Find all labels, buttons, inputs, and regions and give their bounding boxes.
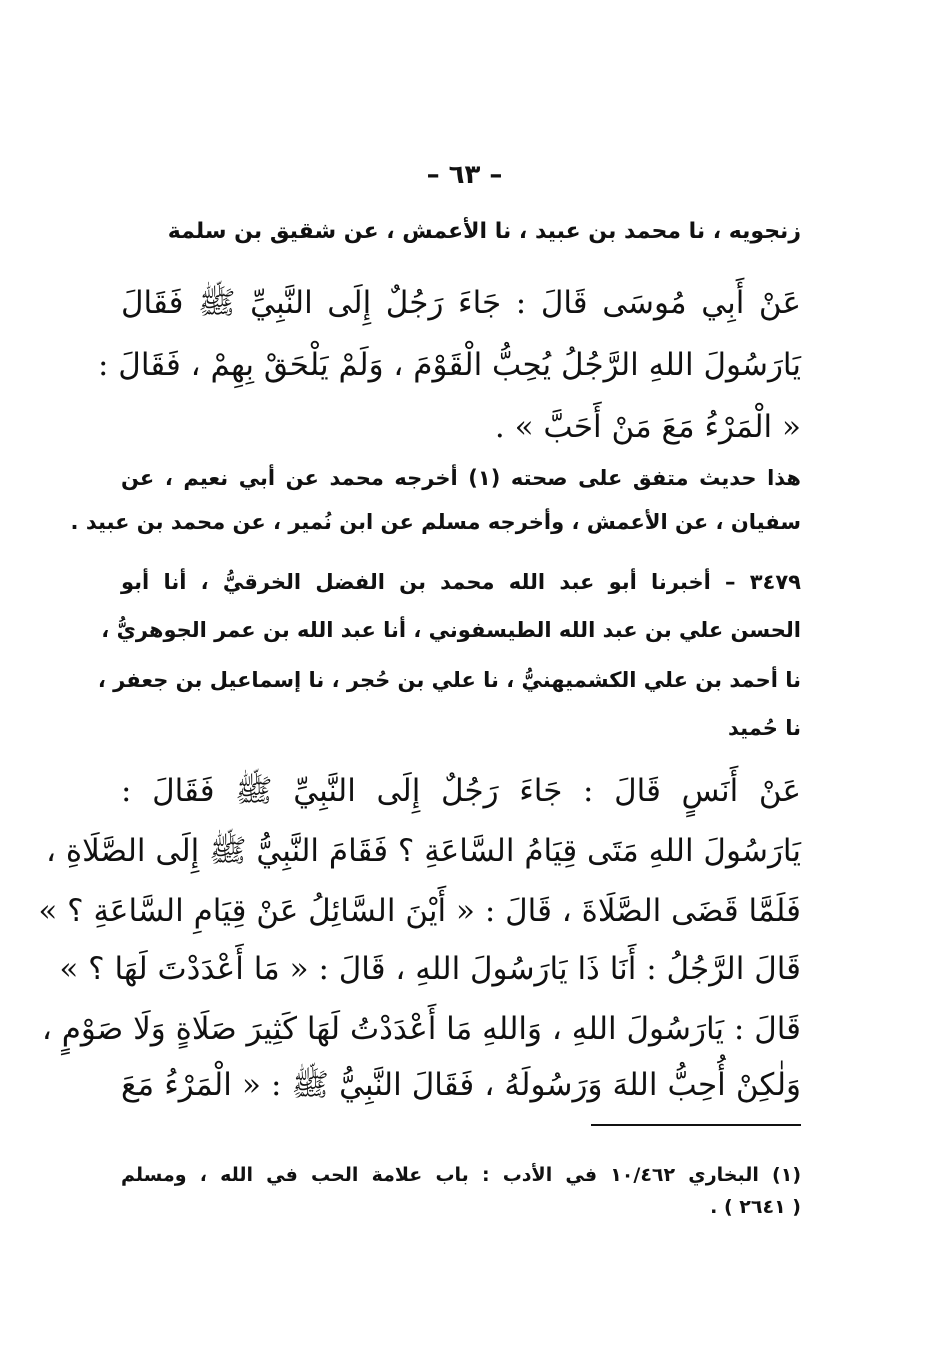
footnote-divider bbox=[591, 1124, 801, 1126]
isnad-top-line: زنجويه ، نا محمد بن عبيد ، نا الأعمش ، عن شقيق بن سلمة bbox=[167, 219, 801, 244]
hadith2-line-3: فَلَمَّا قَضَى الصَّلَاةَ ، قَالَ : « أَيْنَ السَّائِلُ عَنْ قِيَامِ السَّاعَةِ ؟ » bbox=[38, 893, 801, 929]
hadith2-line-4: قَالَ الرَّجُلُ : أَنَا ذَا يَارَسُولَ اللهِ ، قَالَ : « مَا أَعْدَدْتَ لَهَا ؟ » bbox=[59, 951, 801, 987]
hadith1-line-2: يَارَسُولَ اللهِ الرَّجُلُ يُحِبُّ الْقَوْمَ ، وَلَمْ يَلْحَقْ بِهِمْ ، فَقَالَ : bbox=[98, 347, 801, 383]
hadith2-line-2: يَارَسُولَ اللهِ مَتَى قِيَامُ السَّاعَةِ ؟ فَقَامَ النَّبِيُّ ﷺ إِلَى الصَّلَاةِ ، bbox=[45, 833, 801, 869]
footnote-line-1: (١) البخاري ١٠/٤٦٢ في الأدب : باب علامة الحب في الله ، ومسلم bbox=[121, 1164, 801, 1186]
comment1-line-2: سفيان ، عن الأعمش ، وأخرجه مسلم عن ابن نُمير ، عن محمد بن عبيد . bbox=[70, 510, 801, 534]
footnote-line-2: ( ٢٦٤١ ) . bbox=[710, 1196, 801, 1218]
isnad2-line-3: نا أحمد بن علي الكشميهنيُّ ، نا علي بن حُجر ، نا إسماعيل بن جعفر ، bbox=[97, 668, 801, 692]
isnad2-line-4: نا حُميد bbox=[728, 716, 801, 740]
isnad2-line-2: الحسن علي بن عبد الله الطيسفوني ، أنا عبد الله بن عمر الجوهريُّ ، bbox=[101, 618, 801, 642]
hadith2-line-1: عَنْ أَنَسٍ قَالَ : جَاءَ رَجُلٌ إِلَى النَّبِيِّ ﷺ فَقَالَ : bbox=[121, 773, 801, 809]
page-number: – ٦٣ – bbox=[426, 160, 503, 190]
hadith1-line-1: عَنْ أَبِي مُوسَى قَالَ : جَاءَ رَجُلٌ إِلَى النَّبِيِّ ﷺ فَقَالَ bbox=[121, 285, 801, 321]
hadith2-line-5: قَالَ : يَارَسُولَ اللهِ ، وَاللهِ مَا أَعْدَدْتُ لَهَا كَثِيرَ صَلَاةٍ وَلَا صَوْمٍ ، bbox=[41, 1011, 801, 1047]
hadith1-line-3: « الْمَرْءُ مَعَ مَنْ أَحَبَّ » . bbox=[494, 409, 801, 445]
isnad2-line-1: ٣٤٧٩ – أخبرنا أبو عبد الله محمد بن الفضل الخرقيُّ ، أنا أبو bbox=[121, 570, 801, 594]
comment1-line-1: هذا حديث متفق على صحته (١) أخرجه محمد عن أبي نعيم ، عن bbox=[121, 466, 801, 490]
hadith2-line-6: وَلٰكِنْ أُحِبُّ اللهَ وَرَسُولَهُ ، فَقَالَ النَّبِيُّ ﷺ : « الْمَرْءُ مَعَ bbox=[121, 1067, 801, 1103]
